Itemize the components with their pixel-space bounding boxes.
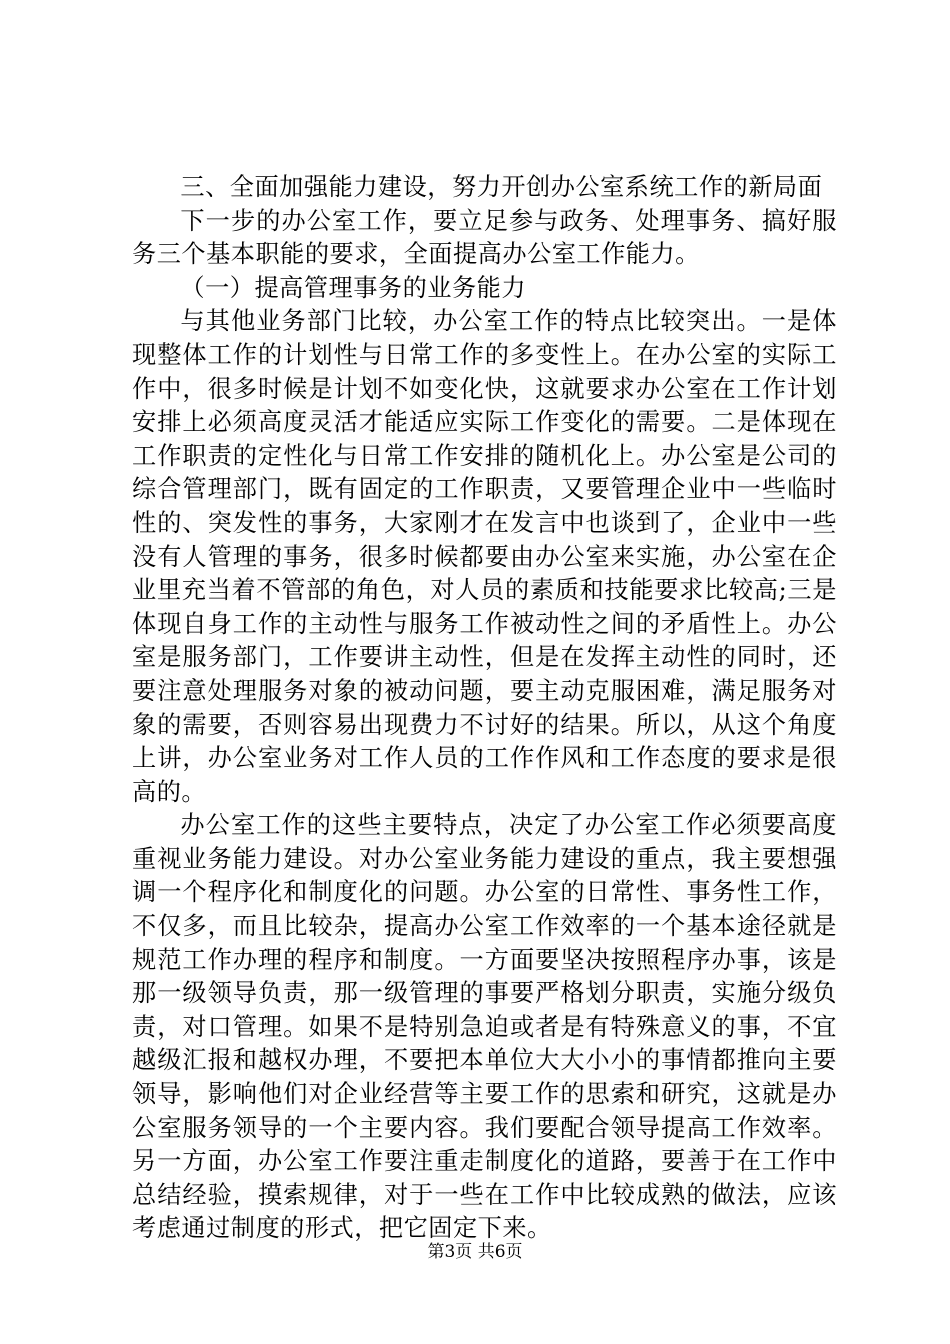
- document-body: [132, 171, 837, 1246]
- section-heading: 三、全面加强能力建设，努力开创办公室系统工作的新局面: [180, 173, 823, 201]
- body-paragraph: 与其他业务部门比较，办公室工作的特点比较突出。一是体现整体工作的计划性与日常工作的多变性上。在办公室的实际工作中，很多时候是计划不如变化快，这就要求办公室在工作计划安排上必须高度灵活才能适应实际工作变化的需要。二是体现在工作职责的定性化与日常工作安排的随机化上。办公室是公司的综合管理部门，既有固定的工作职责，又要管理企业中一些临时性的、突发性的事务，大家刚才在发言中也谈到了，企业中一些没有人管理的事务，很多时候都要由办公室来实施，办公室在企业里充当着不管部的角色，对人员的素质和技能要求比较高;三是体现自身工作的主动性与服务工作被动性之间的矛盾性上。办公室是服务部门，工作要讲主动性，但是在发挥主动性的同时，还要注意处理服务对象的被动问题，要主动克服困难，满足服务对象的需要，否则容易出现费力不讨好的结果。所以，从这个角度上讲，办公室业务对工作人员的工作作风和工作态度的要求是很高的。: [132, 307, 837, 806]
- body-paragraph: 办公室工作的这些主要特点，决定了办公室工作必须要高度重视业务能力建设。对办公室业务能力建设的重点，我主要想强调一个程序化和制度化的问题。办公室的日常性、事务性工作，不仅多，而且比较杂，提高办公室工作效率的一个基本途径就是规范工作办理的程序和制度。一方面要坚决按照程序办事，该是那一级领导负责，那一级管理的事要严格划分职责，实施分级负责，对口管理。如果不是特别急迫或者是有特殊意义的事，不宜越级汇报和越权办理，不要把本单位大大小小的事情都推向主要领导，影响他们对企业经营等主要工作的思索和研究，这就是办公室服务领导的一个主要内容。我们要配合领导提高工作效率。另一方面，办公室工作要注重走制度化的道路，要善于在工作中总结经验，摸索规律，对于一些在工作中比较成熟的做法，应该考虑通过制度的形式，把它固定下来。: [132, 811, 837, 1243]
- intro-paragraph: 下一步的办公室工作，要立足参与政务、处理事务、搞好服务三个基本职能的要求，全面提高办公室工作能力。: [132, 206, 837, 269]
- subsection-heading: （一）提高管理事务的业务能力: [180, 273, 527, 302]
- page-number: 第3页 共6页: [427, 1242, 523, 1262]
